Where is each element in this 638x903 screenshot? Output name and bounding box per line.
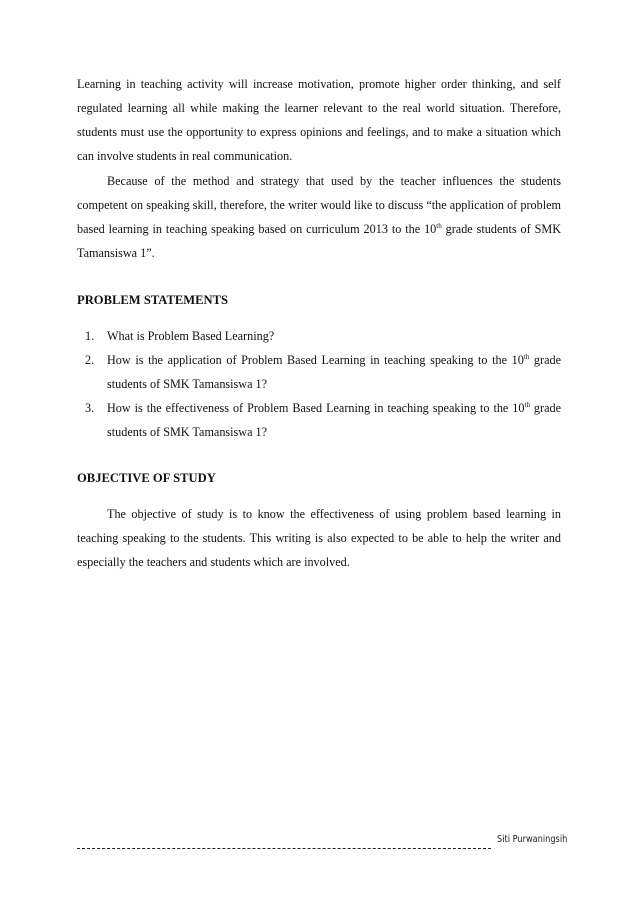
- list-item: [77, 348, 561, 396]
- ordinal-superscript: th: [436, 222, 442, 230]
- footer-author: Siti Purwaningsih: [497, 834, 568, 845]
- ordinal-superscript: th: [523, 353, 530, 361]
- list-item-text-tail: grade students of SMK Tamansiswa 1?: [107, 401, 561, 439]
- ordinal-superscript: th: [524, 401, 530, 409]
- list-item-number: 3.: [85, 401, 95, 415]
- list-item-text: What is Problem Based Learning?: [107, 329, 275, 343]
- list-item-number: 2.: [85, 353, 95, 367]
- intro-paragraph-2-start: Because of the method and strategy that used by the teacher influences the students competent on speaking skill, therefore, the writer would like to discuss “the application of problem based learning in teaching speaking based on curriculum 2013 to the 10: [77, 174, 561, 236]
- intro-paragraph-1: Learning in teaching activity will increase motivation, promote higher order thinking, and self regulated learning all while making the learner relevant to the real world situation. Therefore, students must use the opportunity to express opinions and feelings, and to make a situation which can involve students in real communication.: [77, 77, 561, 163]
- list-item-number: 1.: [85, 329, 95, 343]
- intro-paragraph-2-end: grade students of SMK Tamansiswa 1”.: [77, 222, 561, 260]
- footer-dashed-rule: [77, 848, 491, 849]
- objective-heading: OBJECTIVE OF STUDY: [77, 471, 216, 485]
- intro-paragraph-2: [77, 169, 561, 265]
- objective-section: [77, 502, 561, 574]
- list-item-text: How is the effectiveness of Problem Based Learning in teaching speaking to the 10: [107, 401, 525, 415]
- objective-paragraph: The objective of study is to know the effectiveness of using problem based learning in teaching speaking to the students. This writing is also expected to be able to help the writer and especially the teachers and students which are involved.: [77, 507, 561, 569]
- list-item: [77, 324, 561, 348]
- problem-statements-list: [77, 324, 561, 444]
- list-item-text-tail: grade students of SMK Tamansiswa 1?: [107, 353, 561, 391]
- problem-statements-heading: PROBLEM STATEMENTS: [77, 293, 229, 307]
- list-item: [77, 396, 561, 444]
- list-item-text: How is the application of Problem Based Learning in teaching speaking to the 10: [107, 353, 524, 367]
- intro-section: [77, 72, 561, 265]
